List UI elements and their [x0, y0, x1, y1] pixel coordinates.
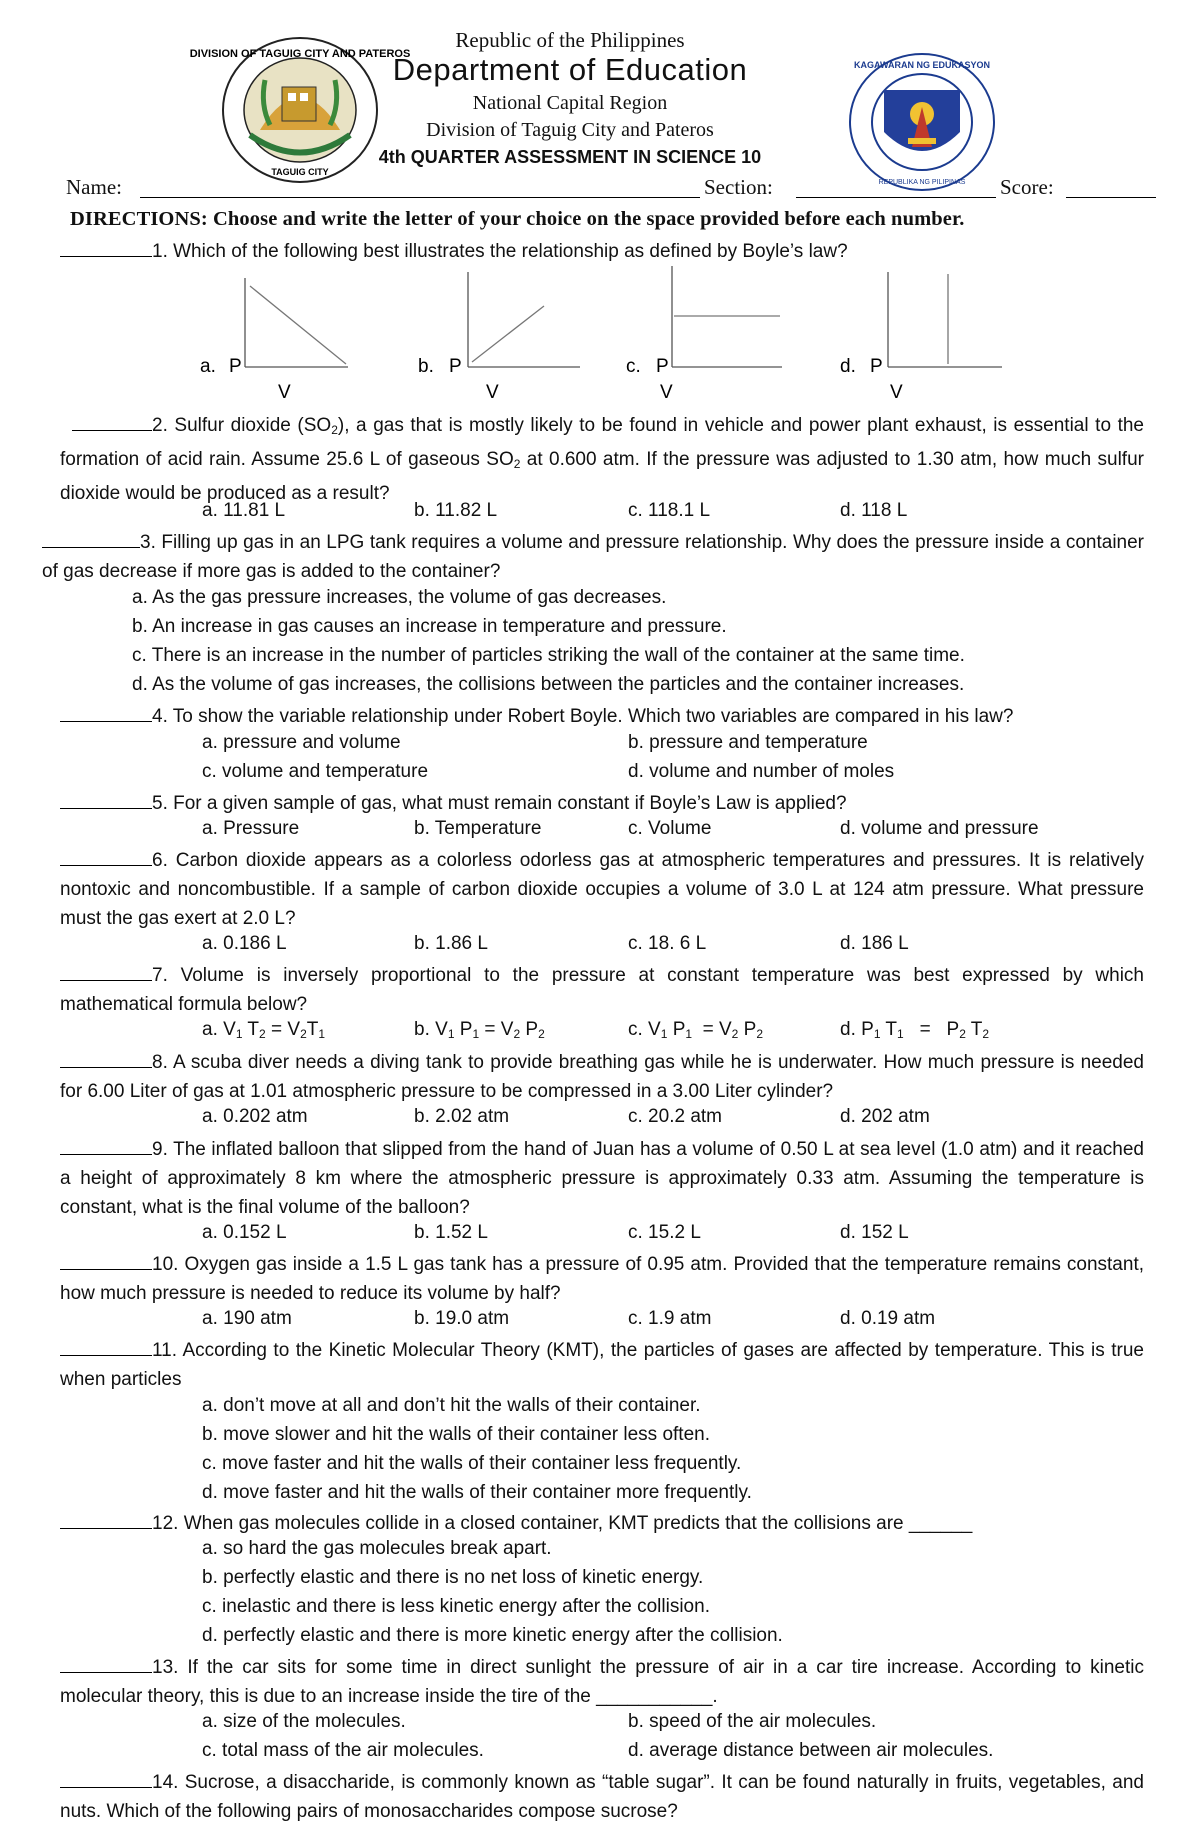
question-1	[60, 237, 1144, 266]
left-seal-top-text: DIVISION OF TAGUIG CITY AND PATEROS	[189, 48, 411, 60]
graph-c-letter: c.	[626, 356, 641, 377]
q12-option-b[interactable]: b. perfectly elastic and there is no net loss of kinetic energy.	[202, 1567, 704, 1588]
question-2-text-1: 2. Sulfur dioxide (SO	[152, 415, 332, 436]
question-8	[60, 1048, 1144, 1106]
q10-option-d[interactable]: d. 0.19 atm	[840, 1308, 936, 1329]
q3-option-b[interactable]: b. An increase in gas causes an increase in temperature and pressure.	[132, 616, 727, 637]
right-seal-bottom-text: REPUBLIKA NG PILIPINAS	[878, 179, 966, 186]
question-10-text: 10. Oxygen gas inside a 1.5 L gas tank has a pressure of 0.95 atm. Provided that the temperature remains constant, how much pressure is needed to reduce its volume by half?	[60, 1254, 1144, 1304]
graph-a-x-label: V	[278, 382, 291, 403]
answer-blank-7[interactable]	[60, 961, 152, 981]
answer-blank-1[interactable]	[60, 237, 152, 257]
question-7-text: 7. Volume is inversely proportional to the pressure at constant temperature was best expressed by which mathematical formula below?	[60, 965, 1144, 1015]
deped-seal-logo	[848, 52, 996, 192]
q6-option-c[interactable]: c. 18. 6 L	[628, 933, 707, 954]
q2-option-c[interactable]: c. 118.1 L	[628, 500, 711, 521]
q11-option-b[interactable]: b. move slower and hit the walls of their container less often.	[202, 1424, 710, 1445]
graph-d-x-label: V	[890, 382, 903, 403]
q9-option-c[interactable]: c. 15.2 L	[628, 1222, 701, 1243]
question-14-text: 14. Sucrose, a disaccharide, is commonly known as “table sugar”. It can be found naturally in fruits, vegetables, and nuts. Which of the following pairs of monosaccharides compose sucrose?	[60, 1772, 1144, 1822]
section-label: Section:	[704, 175, 773, 199]
q8-option-d[interactable]: d. 202 atm	[840, 1106, 930, 1127]
question-2-text-2: ), a gas that is mostly likely to be found in vehicle and power plant exhaust, is essential to the formation of acid rain. Assume 25.6 L of gaseous SO	[60, 415, 1144, 470]
q11-option-d[interactable]: d. move faster and hit the walls of their container more frequently.	[202, 1482, 752, 1503]
q10-option-c[interactable]: c. 1.9 atm	[628, 1308, 712, 1329]
student-info-row	[66, 175, 1116, 203]
q11-option-a[interactable]: a. don’t move at all and don’t hit the walls of their container.	[202, 1395, 701, 1416]
question-14	[60, 1768, 1144, 1826]
directions: DIRECTIONS: Choose and write the letter of your choice on the space provided before each number.	[70, 208, 965, 230]
question-5	[60, 789, 1144, 818]
assessment-title: 4th QUARTER ASSESSMENT IN SCIENCE 10	[378, 147, 762, 167]
q2-option-b[interactable]: b. 11.82 L	[414, 500, 498, 521]
question-11	[60, 1336, 1144, 1394]
graph-c-y-label: P	[656, 356, 669, 377]
question-2-sub-1: 2	[331, 423, 338, 437]
q10-option-a[interactable]: a. 190 atm	[202, 1308, 292, 1329]
answer-blank-8[interactable]	[60, 1048, 152, 1068]
q5-option-d[interactable]: d. volume and pressure	[840, 818, 1039, 839]
question-9-text: 9. The inflated balloon that slipped from the hand of Juan has a volume of 0.50 L at sea level (1.0 atm) and it reached a height of approximately 8 km where the atmospheric pressure is approximately 0.33 atm. Assuming the temperature is constant, what is the final volume of the balloon?	[60, 1139, 1144, 1218]
answer-blank-3[interactable]	[42, 528, 140, 548]
q4-option-b[interactable]: b. pressure and temperature	[628, 732, 868, 753]
question-12	[60, 1509, 1144, 1538]
q10-option-b[interactable]: b. 19.0 atm	[414, 1308, 510, 1329]
question-5-text: 5. For a given sample of gas, what must remain constant if Boyle’s Law is applied?	[152, 793, 847, 814]
score-label: Score:	[1000, 175, 1054, 199]
answer-blank-13[interactable]	[60, 1653, 152, 1673]
q2-option-a[interactable]: a. 11.81 L	[202, 500, 286, 521]
q7-option-c[interactable]: c. $V_1$ $P_1 = V_2$ $P_2$	[628, 1019, 763, 1041]
answer-blank-12[interactable]	[60, 1509, 152, 1529]
question-4-text: 4. To show the variable relationship under Robert Boyle. Which two variables are compared in his law?	[152, 706, 1014, 727]
q13-option-b[interactable]: b. speed of the air molecules.	[628, 1711, 877, 1732]
q13-option-a[interactable]: a. size of the molecules.	[202, 1711, 406, 1732]
department-title: Department of Education	[392, 52, 748, 87]
q4-option-d[interactable]: d. volume and number of moles	[628, 761, 895, 782]
graph-d-y-label: P	[870, 356, 883, 377]
q8-option-b[interactable]: b. 2.02 atm	[414, 1106, 510, 1127]
graph-b-y-label: P	[449, 356, 462, 377]
question-13-text: 13. If the car sits for some time in direct sunlight the pressure of air in a car tire increase. According to kinetic molecular theory, this is due to an increase inside the tire of the ___________.	[60, 1657, 1144, 1707]
answer-blank-2[interactable]	[72, 411, 152, 431]
answer-blank-11[interactable]	[60, 1336, 152, 1356]
q12-option-a[interactable]: a. so hard the gas molecules break apart.	[202, 1538, 552, 1559]
q5-option-c[interactable]: c. Volume	[628, 818, 712, 839]
graph-d	[836, 268, 1006, 403]
question-3	[42, 528, 1144, 586]
q12-option-d[interactable]: d. perfectly elastic and there is more kinetic energy after the collision.	[202, 1625, 783, 1646]
answer-blank-6[interactable]	[60, 846, 152, 866]
question-8-text: 8. A scuba diver needs a diving tank to provide breathing gas while he is underwater. How much pressure is needed for 6.00 Liter of gas at 1.01 atmospheric pressure to be compressed in a 3.00 Liter cylinder?	[60, 1052, 1144, 1102]
graph-b	[414, 268, 584, 403]
q13-option-c[interactable]: c. total mass of the air molecules.	[202, 1740, 484, 1761]
q7-option-a[interactable]: a. $V_1$ $T_2 = V_2T_1$	[202, 1019, 326, 1041]
q7-option-b[interactable]: b. $V_1$ $P_1 = V_2$ $P_2$	[414, 1019, 545, 1041]
q4-option-c[interactable]: c. volume and temperature	[202, 761, 429, 782]
graph-b-letter: b.	[418, 356, 434, 377]
q8-option-a[interactable]: a. 0.202 atm	[202, 1106, 308, 1127]
graph-c-x-label: V	[660, 382, 673, 403]
section-field[interactable]	[796, 197, 996, 198]
question-3-text: 3. Filling up gas in an LPG tank requires a volume and pressure relationship. Why does the pressure inside a container of gas decrease if more gas is added to the container?	[42, 532, 1144, 582]
q6-option-b[interactable]: b. 1.86 L	[414, 933, 488, 954]
q11-option-c[interactable]: c. move faster and hit the walls of their container less frequently.	[202, 1453, 742, 1474]
question-1-text: 1. Which of the following best illustrates the relationship as defined by Boyle’s law?	[152, 241, 848, 262]
score-field[interactable]	[1066, 197, 1156, 198]
q9-option-b[interactable]: b. 1.52 L	[414, 1222, 488, 1243]
question-2	[60, 411, 1144, 508]
question-4	[60, 702, 1144, 731]
answer-blank-10[interactable]	[60, 1250, 152, 1270]
left-seal-bottom-text: TAGUIG CITY	[271, 167, 329, 177]
q6-option-d[interactable]: d. 186 L	[840, 933, 909, 954]
q4-option-a[interactable]: a. pressure and volume	[202, 732, 401, 753]
graph-a	[196, 268, 366, 403]
q7-option-d[interactable]: d. $P_1$ $T_1 = P_2$ $T_2$	[840, 1019, 990, 1041]
question-2-sub-2: 2	[513, 457, 521, 471]
graph-b-x-label: V	[486, 382, 499, 403]
q3-option-c[interactable]: c. There is an increase in the number of particles striking the wall of the container at the same time.	[132, 645, 965, 666]
q7-option-a-letter: a.	[202, 1019, 218, 1040]
question-11-text: 11. According to the Kinetic Molecular Theory (KMT), the particles of gases are affected by temperature. This is true when particles	[60, 1340, 1144, 1390]
question-6-text: 6. Carbon dioxide appears as a colorless odorless gas at atmospheric temperatures and pressures. It is relatively nontoxic and noncombustible. If a sample of carbon dioxide occupies a volume of 3.0 L at 124 atm pressure. What pressure must the gas exert at 2.0 L?	[60, 850, 1144, 929]
q3-option-a[interactable]: a. As the gas pressure increases, the volume of gas decreases.	[132, 587, 667, 608]
q13-option-d[interactable]: d. average distance between air molecules.	[628, 1740, 994, 1761]
q2-option-d[interactable]: d. 118 L	[840, 500, 908, 521]
q9-option-a[interactable]: a. 0.152 L	[202, 1222, 287, 1243]
q8-option-c[interactable]: c. 20.2 atm	[628, 1106, 722, 1127]
graph-a-letter: a.	[200, 356, 216, 377]
question-6	[60, 846, 1144, 933]
q9-option-d[interactable]: d. 152 L	[840, 1222, 909, 1243]
answer-blank-9[interactable]	[60, 1135, 152, 1155]
graph-a-y-label: P	[229, 356, 242, 377]
division-line: Division of Taguig City and Pateros	[426, 119, 714, 141]
question-12-text: 12. When gas molecules collide in a closed container, KMT predicts that the collisions are ______	[152, 1513, 973, 1534]
question-2-text-3: at 0.600 atm. If the pressure was adjusted to 1.30 atm, how much sulfur dioxide would be produced as a result?	[60, 449, 1144, 504]
answer-blank-4[interactable]	[60, 702, 152, 722]
right-seal-top-text: KAGAWARAN NG EDUKASYON	[853, 60, 991, 70]
question-13	[60, 1653, 1144, 1711]
question-10	[60, 1250, 1144, 1308]
answer-blank-5[interactable]	[60, 789, 152, 809]
q6-option-a[interactable]: a. 0.186 L	[202, 933, 287, 954]
graph-c	[620, 262, 790, 403]
q3-option-d[interactable]: d. As the volume of gas increases, the collisions between the particles and the container increases.	[132, 674, 965, 695]
question-9	[60, 1135, 1144, 1222]
q7-option-d-letter: d.	[840, 1019, 856, 1040]
q5-option-a[interactable]: a. Pressure	[202, 818, 300, 839]
name-label: Name:	[66, 175, 122, 199]
graph-d-letter: d.	[840, 356, 856, 377]
name-field[interactable]	[140, 197, 700, 198]
question-7	[60, 961, 1144, 1019]
q12-option-c[interactable]: c. inelastic and there is less kinetic energy after the collision.	[202, 1596, 710, 1617]
answer-blank-14[interactable]	[60, 1768, 152, 1788]
letterhead	[350, 28, 790, 173]
region-line: National Capital Region	[472, 92, 668, 114]
republic-line: Republic of the Philippines	[455, 28, 685, 52]
q7-option-b-letter: b.	[414, 1019, 430, 1040]
q5-option-b[interactable]: b. Temperature	[414, 818, 542, 839]
q7-option-c-letter: c.	[628, 1019, 643, 1040]
